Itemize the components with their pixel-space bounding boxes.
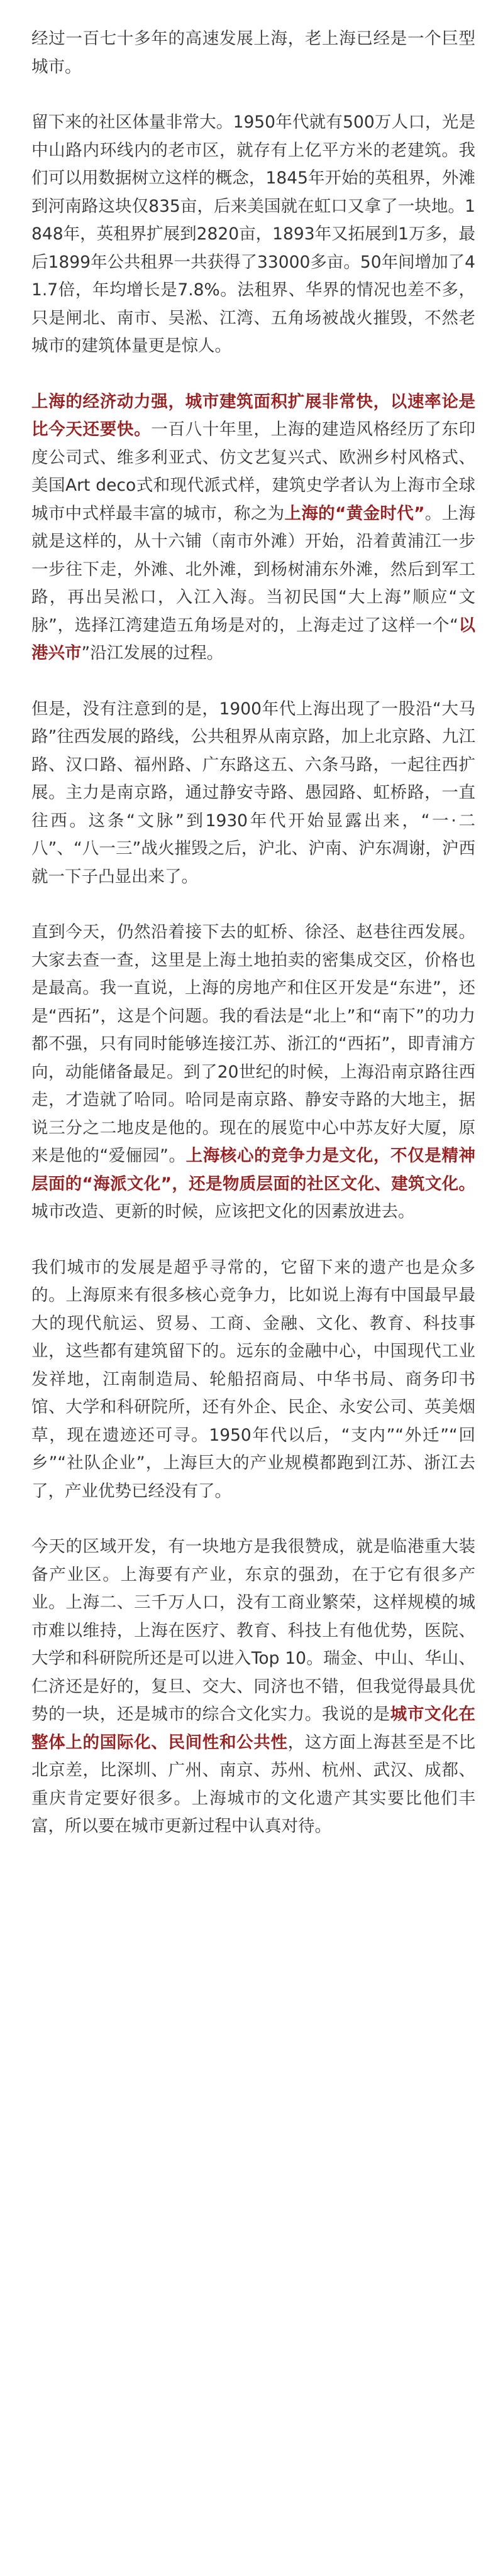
text-run: 。上海就是这样的，从十六铺（南市外滩）开始，沿着黄浦江一步一步往下走，外滩、北外滩，到杨树浦东外滩，然后到军工路，再出吴淞口，入江入海。当初民国“大上海”顺应“文脉”，选择江湾建造五角场是对的，上海走过了这样一个“ <box>31 503 475 635</box>
text-run: 经过一百七十多年的高速发展上海，老上海已经是一个巨型城市。 <box>31 29 475 77</box>
text-run: ，这方面上海甚至是不比北京差，比深圳、广州、南京、苏州、杭州、武汉、成都、重庆肯定要好很多。上海城市的文化遗产其实要比他们丰富，所以要在城市更新过程中认真对待。 <box>31 1732 476 1836</box>
text-run: 城市改造、更新的时候，应该把文化的因素放进去。 <box>31 1202 415 1221</box>
paragraph <box>31 25 475 81</box>
paragraph <box>31 388 475 668</box>
text-run: 一百八十年里，上海的建造风格经历了东印度公司式、维多利亚式、仿文艺复兴式、欧洲乡村风格式、美国Art deco式和现代派式样，建筑史学者认为上海市全球城市中式样最丰富的城市，称之为 <box>31 420 476 523</box>
text-run: 今天的区域开发，有一块地方是我很赞成，就是临港重大装备产业区。上海要有产业，东京的强劲，在于它有很多产业。上海二、三千万人口，没有工商业繁荣，这样规模的城市难以维持，上海在医疗、教育、科技上有他优势，医院、大学和科研院所还是可以进入Top 10。瑞金、中山、华山、仁济还是好的，复旦、交大、同济也不错，但我觉得最具优势的一块，还是城市的综合文化实力。我说的是 <box>31 1537 475 1724</box>
paragraph <box>31 696 475 892</box>
text-run: 留下来的社区体量非常大。1950年代就有500万人口，光是中山路内环线内的老市区，就存有上亿平方米的老建筑。我们可以用数据树立这样的概念，1845年开始的英租界，外滩到河南路这块仅835亩，后来美国就在虹口又拿了一块地。1848年，英租界扩展到2820亩，1893年又拓展到1万多，最后1899年公共租界一共获得了33000多亩。50年间增加了41.7倍，年均增长是7.8%。法租界、华界的情况也差不多，只是闸北、南市、吴淞、江湾、五角场被战火摧毁，不然老城市的建筑体量更是惊人。 <box>31 112 475 356</box>
highlighted-text: 城市文化在整体上的国际化、民间性和公共性 <box>31 1705 476 1752</box>
text-run: 但是，没有注意到的是，1900年代上海出现了一股沿“大马路”往西发展的路线，公共租界从南京路，加上北京路、九江路、汉口路、福州路、广东路这五、六条马路，一起往西扩展。主力是南京路，通过静安寺路、愚园路、虹桥路，一直往西。这条“文脉”到1930年代开始显露出来，“一·二八”、“八一三”战火摧毁之后，沪北、沪南、沪东凋谢，沪西就一下子凸显出来了。 <box>31 699 475 887</box>
text-run: 我们城市的发展是超乎寻常的，它留下来的遗产也是众多的。上海原来有很多核心竞争力，比如说上海有中国最早最大的现代航运、贸易、工商、金融、文化、教育、科技事业，这些都有建筑留下的。远东的金融中心，中国现代工业发祥地，江南制造局、轮船招商局、中华书局、商务印书馆、大学和科研院所，还有外企、民企、永安公司、英美烟草，现在遗迹还可寻。1950年代以后，“支内”“外迁”“回乡”“社队企业”，上海巨大的产业规模都跑到江苏、浙江去了，产业优势已经没有了。 <box>31 1257 475 1501</box>
highlighted-text: 上海的经济动力强，城市建筑面积扩展非常快，以速率论是比今天还要快。 <box>31 391 475 439</box>
paragraph <box>31 109 475 361</box>
paragraph <box>31 919 475 1226</box>
highlighted-text: 上海核心的竞争力是文化，不仅是精神层面的“海派文化”，还是物质层面的社区文化、建筑文化。 <box>31 1146 475 1194</box>
paragraph <box>31 1533 475 1841</box>
highlighted-text: 上海的“黄金时代” <box>284 503 425 523</box>
text-run: ”沿江发展的过程。 <box>81 643 224 663</box>
text-run: 直到今天，仍然沿着接下去的虹桥、徐泾、赵巷往西发展。大家去查一查，这里是上海土地拍卖的密集成交区，价格也是最高。我一直说，上海的房地产和住区开发是“东进”，还是“西拓”，这是个问题。我的看法是“北上”和“南下”的功力都不强，只有同时能够连接江苏、浙江的“西拓”，即青浦方向，动能储备最足。到了20世纪的时候，上海沿南京路往西走，才造就了哈同。哈同是南京路、静安寺路的大地主，据说三分之二地皮是他的。现在的展览中心中苏友好大厦，原来是他的“爱俪园”。 <box>31 922 475 1165</box>
paragraph <box>31 1254 475 1506</box>
highlighted-text: 以港兴市 <box>31 615 475 663</box>
